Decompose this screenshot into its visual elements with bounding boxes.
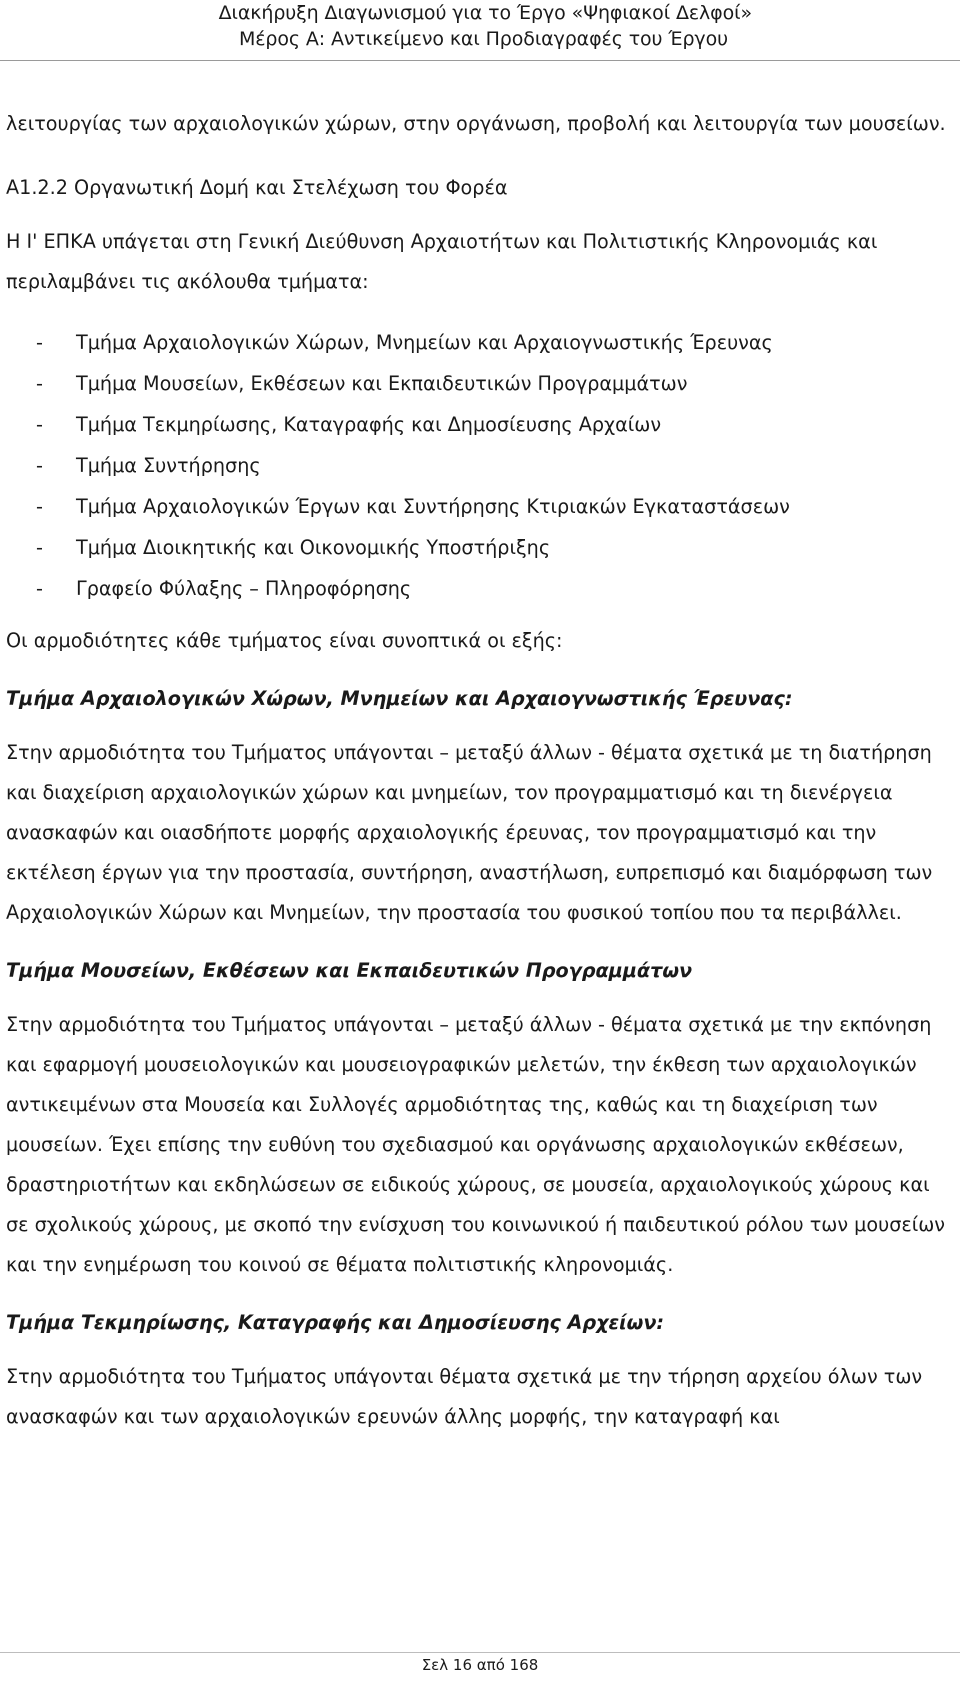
responsibilities-intro: Οι αρμοδιότητες κάθε τμήματος είναι συνοπτικά οι εξής:: [6, 629, 563, 652]
dash-bullet: -: [36, 372, 43, 395]
footer-divider: [0, 1652, 960, 1653]
section-text: Στην αρμοδιότητα του Τμήματος υπάγονται – μεταξύ άλλων - θέματα σχετικά με τη διατήρηση και διαχείριση αρχαιολογικών χώρων και μνημείων, τον προγραμματισμό και τη διενέργεια ανασκαφών και οιασδήποτε μορφής αρχαιολογικής έρευνας, τον προγραμματισμό και την εκτέλεση έργων για την προστασία, συντήρηση, αναστήλωση, ευπρεπισμό και διαμόρφωση των Αρχαιολογικών Χώρων και Μνημείων, την προστασία του φυσικού τοπίου που τα περιβάλλει.: [6, 741, 933, 924]
page-number: Σελ 16 από 168: [421, 1656, 539, 1674]
header-divider: [0, 60, 960, 61]
dash-bullet: -: [36, 331, 43, 354]
list-item: - Τμήμα Συντήρησης: [6, 445, 956, 486]
dash-bullet: -: [36, 577, 43, 600]
dash-bullet: -: [36, 495, 43, 518]
section-heading: Α1.2.2 Οργανωτική Δομή και Στελέχωση του Φορέα: [6, 176, 508, 199]
header-subtitle: Μέρος Α: Αντικείμενο και Προδιαγραφές του Έργου: [238, 28, 728, 50]
section-title: Τμήμα Μουσείων, Εκθέσεων και Εκπαιδευτικών Προγραμμάτων: [6, 959, 693, 982]
page-header: [0, 0, 960, 52]
intro-continuation: λειτουργίας των αρχαιολογικών χώρων, στην οργάνωση, προβολή και λειτουργία των μουσείων.: [6, 112, 946, 135]
section-title: Τμήμα Αρχαιολογικών Χώρων, Μνημείων και Αρχαιογνωστικής Έρευνας:: [6, 687, 793, 710]
header-title: Διακήρυξη Διαγωνισμού για το Έργο «Ψηφιακοί Δελφοί»: [218, 2, 752, 24]
section-title: Τμήμα Τεκμηρίωσης, Καταγραφής και Δημοσίευσης Αρχείων:: [6, 1311, 665, 1334]
dash-bullet: -: [36, 413, 43, 436]
document-body: [6, 104, 956, 1437]
departments-list: [6, 322, 956, 609]
dash-bullet: -: [36, 536, 43, 559]
list-item: - Τμήμα Μουσείων, Εκθέσεων και Εκπαιδευτικών Προγραμμάτων: [6, 363, 956, 404]
list-item: - Τμήμα Αρχαιολογικών Χώρων, Μνημείων και Αρχαιογνωστικής Έρευνας: [6, 322, 956, 363]
section-text: Στην αρμοδιότητα του Τμήματος υπάγονται – μεταξύ άλλων - θέματα σχετικά με την εκπόνηση και εφαρμογή μουσειολογικών και μουσειογραφικών μελετών, την έκθεση των αρχαιολογικών αντικειμένων στα Μουσεία και Συλλογές αρμοδιότητας της, καθώς και τη διαχείριση των μουσείων. Έχει επίσης την ευθύνη του σχεδιασμού και οργάνωσης αρχαιολογικών εκθέσεων, δραστηριοτήτων και εκδηλώσεων σε ειδικούς χώρους, σε μουσεία, αρχαιολογικούς χώρους και σε σχολικούς χώρους, με σκοπό την ενίσχυση του κοινωνικού ή παιδευτικού ρόλου των μουσείων και την ενημέρωση του κοινού σε θέματα πολιτιστικής κληρονομιάς.: [6, 1013, 946, 1276]
dash-bullet: -: [36, 454, 43, 477]
section-text: Στην αρμοδιότητα του Τμήματος υπάγονται θέματα σχετικά με την τήρηση αρχείου όλων των ανασκαφών και των αρχαιολογικών ερευνών άλλης μορφής, την καταγραφή και: [6, 1365, 923, 1428]
list-item: - Τμήμα Αρχαιολογικών Έργων και Συντήρησης Κτιριακών Εγκαταστάσεων: [6, 486, 956, 527]
lead-paragraph: Η Ι' ΕΠΚΑ υπάγεται στη Γενική Διεύθυνση Αρχαιοτήτων και Πολιτιστικής Κληρονομιάς και περιλαμβάνει τις ακόλουθα τμήματα:: [6, 230, 878, 293]
list-item: - Γραφείο Φύλαξης – Πληροφόρησης: [6, 568, 956, 609]
list-item: - Τμήμα Διοικητικής και Οικονομικής Υποστήριξης: [6, 527, 956, 568]
list-item: - Τμήμα Τεκμηρίωσης, Καταγραφής και Δημοσίευσης Αρχαίων: [6, 404, 956, 445]
